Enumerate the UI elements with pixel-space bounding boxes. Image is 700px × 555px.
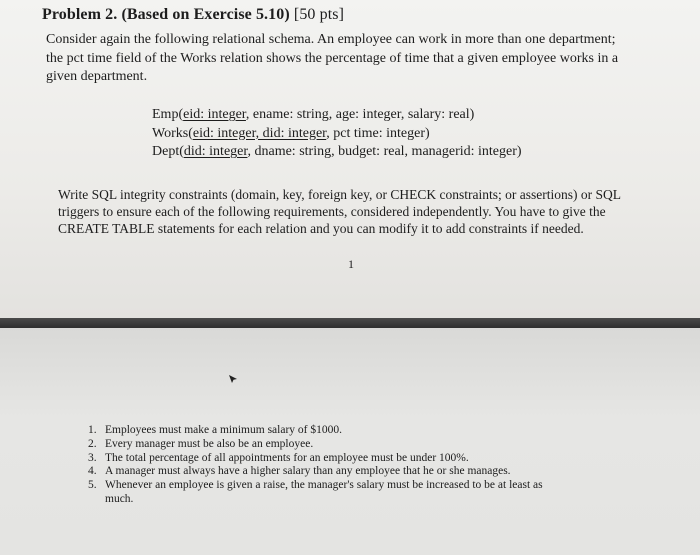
task-paragraph — [58, 186, 658, 237]
document-page-bottom — [0, 328, 700, 555]
schema-works: Works(eid: integer, did: integer, pct time: integer) — [152, 125, 430, 141]
list-item-continuation: much. — [105, 492, 134, 505]
list-item: 4. A manager must always have a higher salary than any employee that he or she manages. — [88, 465, 511, 478]
problem-heading: Problem 2. (Based on Exercise 5.10) — [42, 6, 290, 23]
works-primary-key: eid: integer, did: integer — [192, 125, 327, 141]
relational-schema — [152, 106, 522, 162]
requirements-list — [88, 424, 648, 507]
schema-emp: Emp(eid: integer, ename: string, age: integer, salary: real) — [152, 107, 475, 122]
dept-primary-key: did: integer — [183, 144, 248, 159]
list-item: 2. Every manager must be also be an employee. — [88, 437, 314, 450]
list-item: 5. Whenever an employee is given a raise, the manager's salary must be increased to be at least as much. — [88, 479, 543, 505]
problem-title — [42, 6, 344, 24]
task-line: triggers to ensure each of the following requirements, considered independently. You have to give the — [58, 204, 606, 219]
page-number: 1 — [348, 257, 354, 271]
intro-line: Consider again the following relational schema. An employee can work in more than one department; — [46, 32, 616, 47]
page-divider — [0, 318, 700, 328]
problem-points: [50 pts] — [293, 6, 345, 23]
task-line: Write SQL integrity constraints (domain, key, foreign key, or CHECK constraints; or assertions) or SQL — [58, 187, 621, 202]
intro-paragraph — [46, 31, 674, 87]
emp-primary-key: eid: integer — [183, 107, 246, 122]
list-item: 1. Employees must make a minimum salary of $1000. — [88, 424, 342, 436]
intro-line: given department. — [46, 69, 148, 84]
intro-line: the pct time field of the Works relation shows the percentage of time that a given employee works in a — [46, 50, 619, 66]
schema-dept: Dept(did: integer, dname: string, budget: real, managerid: integer) — [152, 144, 522, 159]
mouse-pointer-icon — [228, 374, 238, 384]
list-item: 3. The total percentage of all appointments for an employee must be under 100%. — [88, 451, 469, 464]
task-line: CREATE TABLE statements for each relation and you can modify it to add constraints if needed. — [58, 221, 584, 236]
